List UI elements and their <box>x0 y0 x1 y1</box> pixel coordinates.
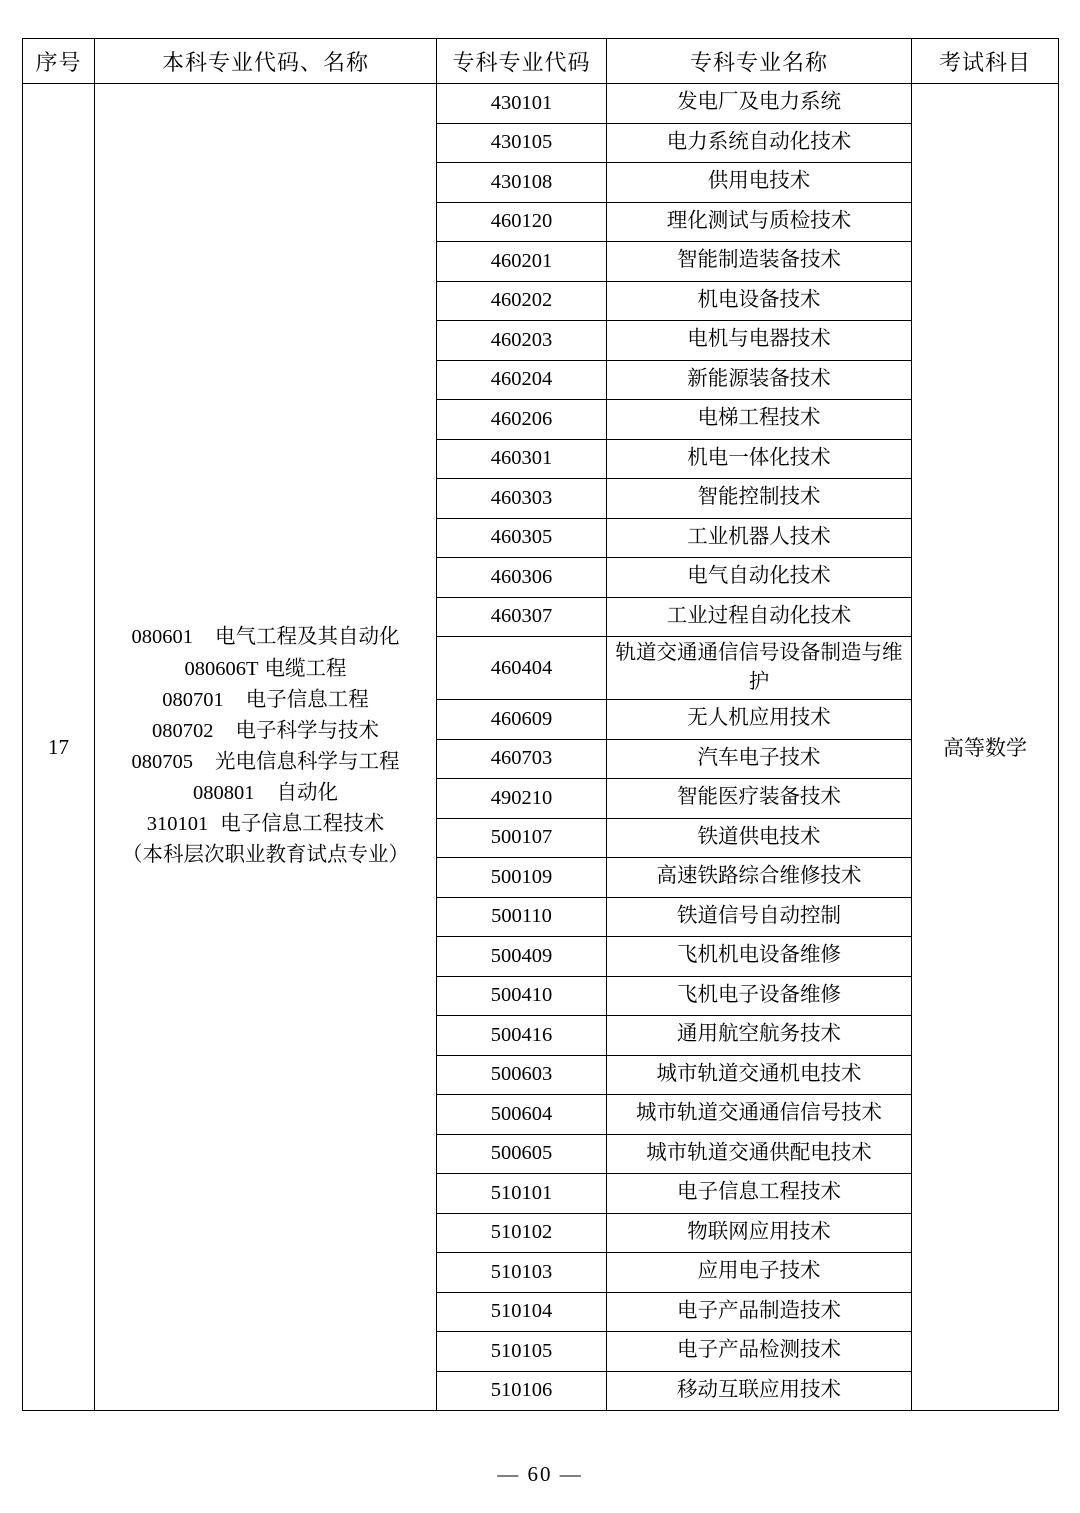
header-undergrad-major: 本科专业代码、名称 <box>95 39 437 84</box>
cell-specialty-name: 智能控制技术 <box>607 479 912 519</box>
undergrad-name: 光电信息科学与工程 <box>215 751 400 773</box>
cell-specialty-name: 电子信息工程技术 <box>607 1174 912 1214</box>
cell-specialty-code: 500410 <box>437 976 607 1016</box>
cell-specialty-name: 电子产品制造技术 <box>607 1292 912 1332</box>
table-row <box>23 84 1059 124</box>
cell-specialty-code: 490210 <box>437 779 607 819</box>
undergrad-name: 电子信息工程 <box>245 688 369 711</box>
undergrad-major-line <box>95 778 436 809</box>
cell-specialty-code: 460301 <box>437 439 607 479</box>
undergrad-code: 080701 <box>162 688 224 711</box>
cell-specialty-code: 460305 <box>437 518 607 558</box>
cell-sequence-number: 17 <box>23 84 95 1411</box>
cell-specialty-code: 430105 <box>437 123 607 163</box>
cell-specialty-code: 460201 <box>437 242 607 282</box>
cell-specialty-code: 500109 <box>437 858 607 898</box>
cell-specialty-name: 铁道信号自动控制 <box>607 897 912 937</box>
cell-specialty-name: 汽车电子技术 <box>607 739 912 779</box>
cell-specialty-code: 460202 <box>437 281 607 321</box>
cell-specialty-name: 城市轨道交通机电技术 <box>607 1055 912 1095</box>
header-exam-subject: 考试科目 <box>912 39 1059 84</box>
undergrad-name: 电子信息工程技术 <box>220 813 385 836</box>
cell-specialty-code: 510103 <box>437 1253 607 1293</box>
undergrad-major-line <box>95 685 436 716</box>
cell-specialty-name: 电力系统自动化技术 <box>607 123 912 163</box>
header-specialty-code: 专科专业代码 <box>437 39 607 84</box>
major-comparison-table <box>22 38 1059 1411</box>
cell-specialty-code: 500110 <box>437 897 607 937</box>
page-footer <box>0 1462 1080 1487</box>
undergrad-code: 310101 <box>146 813 209 836</box>
undergrad-code: 080606T <box>184 657 259 680</box>
undergrad-name: 电子科学与技术 <box>235 719 379 742</box>
header-row <box>23 39 1059 84</box>
undergrad-major-line <box>95 654 436 685</box>
cell-exam-subject: 高等数学 <box>912 84 1059 1411</box>
cell-specialty-name: 理化测试与质检技术 <box>607 202 912 242</box>
undergrad-code: 080705 <box>131 751 193 773</box>
cell-specialty-code: 510105 <box>437 1332 607 1372</box>
undergrad-major-note: （本科层次职业教育试点专业） <box>122 844 409 867</box>
cell-specialty-code: 500603 <box>437 1055 607 1095</box>
cell-specialty-code: 430108 <box>437 163 607 203</box>
cell-specialty-name: 无人机应用技术 <box>607 700 912 740</box>
cell-specialty-code: 510104 <box>437 1292 607 1332</box>
cell-specialty-name: 智能制造装备技术 <box>607 242 912 282</box>
cell-specialty-code: 430101 <box>437 84 607 124</box>
cell-specialty-code: 500409 <box>437 937 607 977</box>
cell-specialty-code: 460203 <box>437 321 607 361</box>
table-body <box>23 84 1059 1411</box>
cell-specialty-code: 510106 <box>437 1371 607 1411</box>
cell-specialty-name: 工业过程自动化技术 <box>607 597 912 637</box>
undergrad-major-line <box>95 809 436 840</box>
cell-undergrad-majors <box>95 84 437 1411</box>
cell-specialty-code: 460206 <box>437 400 607 440</box>
cell-specialty-code: 500107 <box>437 818 607 858</box>
undergrad-major-line <box>95 747 436 778</box>
cell-specialty-name: 铁道供电技术 <box>607 818 912 858</box>
cell-specialty-code: 510102 <box>437 1213 607 1253</box>
cell-specialty-name: 电气自动化技术 <box>607 558 912 598</box>
cell-specialty-code: 460204 <box>437 360 607 400</box>
cell-specialty-code: 460303 <box>437 479 607 519</box>
undergrad-name: 电气工程及其自动化 <box>215 626 400 649</box>
header-specialty-name: 专科专业名称 <box>607 39 912 84</box>
cell-specialty-name: 高速铁路综合维修技术 <box>607 858 912 898</box>
undergrad-code: 080702 <box>152 719 214 742</box>
cell-specialty-name: 机电一体化技术 <box>607 439 912 479</box>
cell-specialty-name: 城市轨道交通供配电技术 <box>607 1134 912 1174</box>
cell-specialty-name: 电梯工程技术 <box>607 400 912 440</box>
cell-specialty-code: 510101 <box>437 1174 607 1214</box>
cell-specialty-name: 供用电技术 <box>607 163 912 203</box>
cell-specialty-name: 机电设备技术 <box>607 281 912 321</box>
undergrad-name: 电缆工程 <box>264 657 347 680</box>
cell-specialty-name: 电子产品检测技术 <box>607 1332 912 1372</box>
cell-specialty-code: 460307 <box>437 597 607 637</box>
table-header <box>23 39 1059 84</box>
cell-specialty-code: 460609 <box>437 700 607 740</box>
cell-specialty-name: 应用电子技术 <box>607 1253 912 1293</box>
cell-specialty-name: 电机与电器技术 <box>607 321 912 361</box>
cell-specialty-name: 移动互联应用技术 <box>607 1371 912 1411</box>
undergrad-code: 080801 <box>193 782 255 805</box>
cell-specialty-name: 飞机电子设备维修 <box>607 976 912 1016</box>
cell-specialty-name: 发电厂及电力系统 <box>607 84 912 124</box>
cell-specialty-code: 460404 <box>437 637 607 700</box>
cell-specialty-code: 460703 <box>437 739 607 779</box>
undergrad-major-line <box>95 716 436 747</box>
undergrad-major-line <box>95 622 436 653</box>
cell-specialty-name: 轨道交通通信信号设备制造与维护 <box>607 637 912 700</box>
cell-specialty-name: 通用航空航务技术 <box>607 1016 912 1056</box>
cell-specialty-name: 新能源装备技术 <box>607 360 912 400</box>
cell-specialty-code: 500416 <box>437 1016 607 1056</box>
cell-specialty-code: 460306 <box>437 558 607 598</box>
cell-specialty-code: 500604 <box>437 1095 607 1135</box>
cell-specialty-code: 460120 <box>437 202 607 242</box>
cell-specialty-name: 城市轨道交通通信信号技术 <box>607 1095 912 1135</box>
header-seq: 序号 <box>23 39 95 84</box>
undergrad-name: 自动化 <box>276 782 338 805</box>
cell-specialty-name: 飞机机电设备维修 <box>607 937 912 977</box>
page-number: — 60 — <box>497 1462 583 1486</box>
cell-specialty-name: 智能医疗装备技术 <box>607 779 912 819</box>
cell-specialty-name: 工业机器人技术 <box>607 518 912 558</box>
cell-specialty-code: 500605 <box>437 1134 607 1174</box>
undergrad-code: 080601 <box>131 626 193 649</box>
cell-specialty-name: 物联网应用技术 <box>607 1213 912 1253</box>
